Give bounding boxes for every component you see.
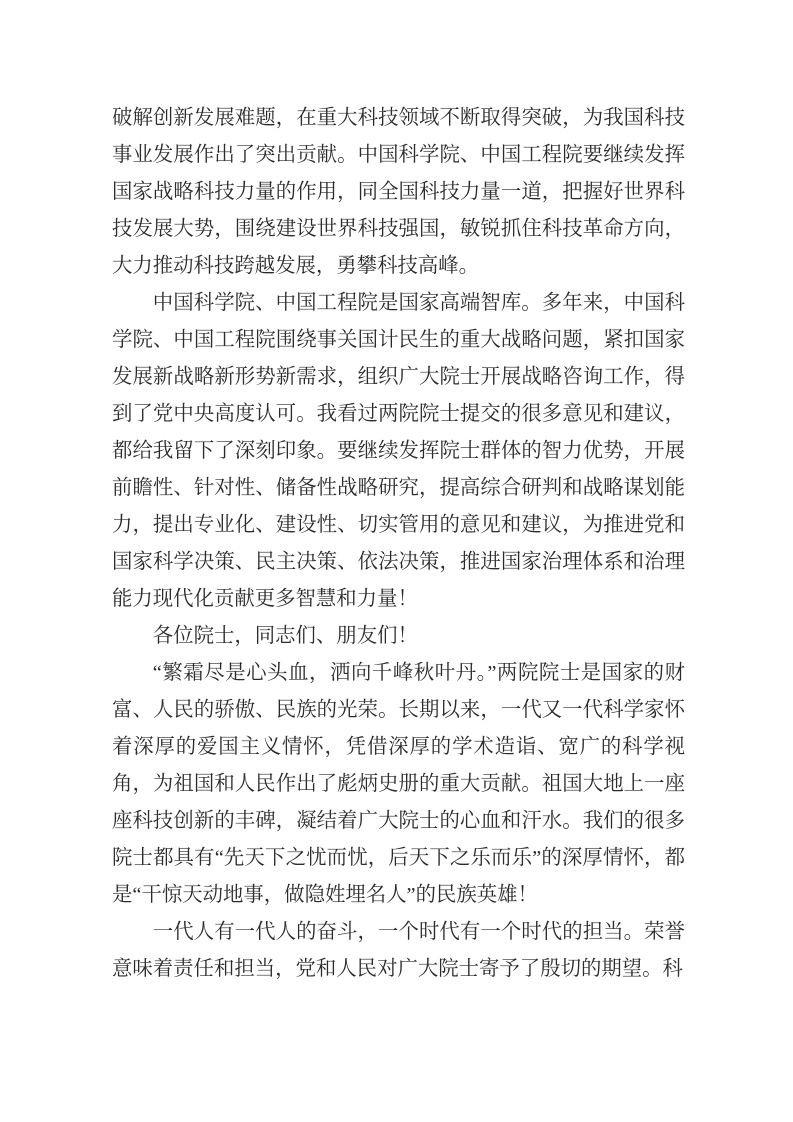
document-content [112, 100, 685, 988]
paragraph-5: 一代人有一代人的奋斗，一个时代有一个时代的担当。荣誉意味着责任和担当，党和人民对广大院士寄予了殷切的期望。科 [112, 921, 685, 980]
paragraph-3: 各位院士，同志们、朋友们！ [152, 625, 418, 647]
paragraph-1: 破解创新发展难题，在重大科技领域不断取得突破，为我国科技事业发展作出了突出贡献。中国科学院、中国工程院要继续发挥国家战略科技力量的作用，同全国科技力量一道，把握好世界科技发展大势，围绕建设世界科技强国，敏锐抓住科技革命方向，大力推动科技跨越发展，勇攀科技高峰。 [112, 107, 685, 277]
paragraph-4: “繁霜尽是心头血，洒向千峰秋叶丹。”两院院士是国家的财富、人民的骄傲、民族的光荣。长期以来，一代又一代科学家怀着深厚的爱国主义情怀，凭借深厚的学术造诣、宽广的科学视角，为祖国和人民作出了彪炳史册的重大贡献。祖国大地上一座座科技创新的丰碑，凝结着广大院士的心血和汗水。我们的很多院士都具有“先天下之忧而忧，后天下之乐而乐”的深厚情怀，都是“干惊天动地事，做隐姓埋名人”的民族英雄！ [112, 662, 685, 906]
paragraph-2: 中国科学院、中国工程院是国家高端智库。多年来，中国科学院、中国工程院围绕事关国计民生的重大战略问题，紧扣国家发展新战略新形势新需求，组织广大院士开展战略咨询工作，得到了党中央高度认可。我看过两院院士提交的很多意见和建议，都给我留下了深刻印象。要继续发挥院士群体的智力优势，开展前瞻性、针对性、储备性战略研究，提高综合研判和战略谋划能力，提出专业化、建设性、切实管用的意见和建议，为推进党和国家科学决策、民主决策、依法决策，推进国家治理体系和治理能力现代化贡献更多智慧和力量！ [112, 292, 685, 610]
